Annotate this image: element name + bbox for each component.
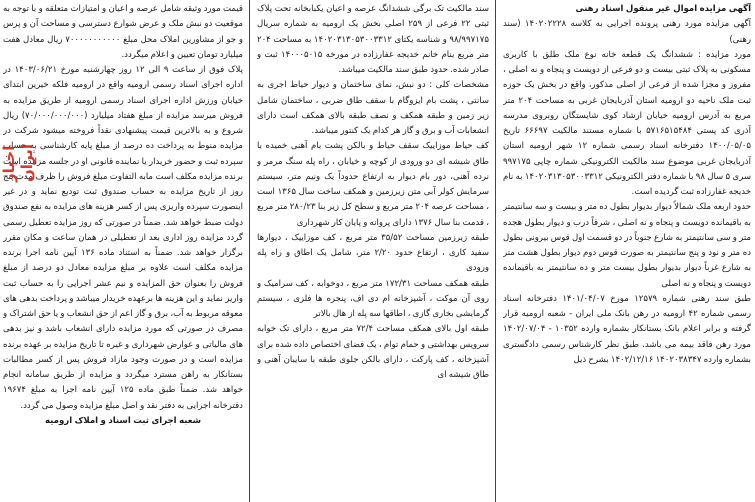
mortgage-details: طبق سند رهنی شماره ۱۲۵۷۹ مورخ ۱۴۰۱/۰۴/۰۷ دفترخانه اسناد رسمی شماره ۴۲ ارومیه در رهن بانک ملی ایران - شعبه ارومیه قرار گرفته و برابر اعلام بانک بستانکار بشماره وارده ۱۰۳۵۲ - ۱۴۰۲/۰۷/۰۴ مورد رهن فاقد بیمه می باشد. طبق نظر کارشناس رسمی دادگستری بشماره وارده ۱۴۰۲۰۳۸۳۴۷ ۱۴۰۲/۱۲/۱۶ بشرح ذیل [503, 293, 751, 365]
deed-details: سند مالکیت تک برگی ششدانگ عرصه و اعیان یکبابخانه تحت پلاک ثبتی ۲۲ فرعی از ۲۵۹ اصلی بخش یک ارومیه به شماره سریال ۹۸/۹۹۷۱۷۵ و شناسه یکتای ۱۴۰۲۰۳۱۳۰۵۳۰۰۳۳۱۲ به مساحت ۲۰۴ متر مربع بنام خانم خدیجه غفارزاده در مورخه ۱۴۰۰۰۵۰۱۵ ثبت و صادر شده. حدود طبق سند مالکیت میباشد. [257, 4, 489, 75]
ground-floor: طبقه همکف مساحت ۱۷۲/۳۱ متر مربع ، دوخوابه ، کف سرامیک و روی آن موکت ، آشپزخانه ام دی اف، پنجره ها فلزی ، سیستم گرمایشی بخاری گازی ، اطاقها سه پله از هال بالاتر [257, 278, 489, 319]
column-divider [495, 0, 496, 502]
notice-column-middle [257, 2, 489, 498]
appraised-value: قیمت مورد وثیقه شامل عرصه و اعیان و امتیازات متعلقه و با توجه به موقعیت دو نبش ملک و عرض شوارع دسترسی و مساحت آن و پرس و جو از مشاورین املاک محل مبلغ ۷۰۰۰۰۰۰۰۰۰۰۰ ریال معادل هفت میلیارد تومان تعیین و اعلام میگردد. [3, 4, 243, 60]
notice-title: آگهی مزایده اموال غیر منقول اسناد رهنی [575, 4, 751, 14]
general-specs: مشخصات کلی : دو نبش، نمای ساختمان و دیوار حیاط اجری به سانتی ، پشت بام ایزوگام با سقف طاق ضربی ، ساختمان شامل زیر زمین و طبقه همکف و نصف طبقه بالای همکف است دارای انشعابات آب و برق و گاز هر کدام یک کنتور میباشد. [257, 80, 489, 136]
first-floor: طبقه اول بالای همکف مساحت ۷۲/۴ متر مربع ، دارای تک خوابه سرویس بهداشتی و حمام توام ، یک فضای اختصاص داده شده برای آشپزخانه ، کف پارکت ، دارای بالکن جلوی طبقه با سایبان آهنی و طاق شیشه ای [257, 324, 489, 380]
watermark-logo: اخبار ایران [0, 143, 36, 182]
notice-column-left [3, 2, 243, 498]
yard-and-building: کف حیاط موزاییک سقف حیاط و بالکن پشت بام آهنی خمیده با طاق شیشه ای دو ورودی از کوچه و خیابان ، راه پله سنگ مرمر و نرده آهنی، دور بام دیوار به ارتفاع حدوداً یک ونیم متر، سیستم سرمایش کولر آبی متن زیرزمین و همکف ساخت سال ۱۳۶۵ است ، مساحت عرصه ۲۰۴ متر مربع و سطح کل زیر بنا ۲۸۰/۲۳ متر مربع ، قدمت بنا سال ۱۳۷۶ دارای پروانه و پایان کار شهرداری [257, 141, 489, 228]
property-description: مورد مزایده : ششدانگ یک قطعه خانه نوع ملک طلق با کاربری مسکونی به پلاک ثبتی بیست و دو فرعی از دویست و پنجاه و نه اصلی ، مفروز و مجزا شده از فرعی از اصلی مذکور، واقع در بخش یک حوزه ثبت ملک ناحیه دو ارومیه استان آذربایجان غربی به مساحت ۲۰۴ متر مربع به آدرس ارومیه خیابان ارشاد کوی شایستگان روبروی مدرسه آذری کد پستی ۵۷۱۶۵۱۵۴۸۴ با شماره مستند مالکیت ۶۶۶۹۷ تاریخ ۱۴۰۰/۰۵/۰۵ دفترخانه اسناد رسمی شماره ۱۲ شهر ارومیه استان آذربایجان غربی موضوع سند مالکیت الکترونیکی شماره چاپی ۹۹۷۱۷۵ سری ۵ سال ۹۸ با شماره دفتر الکترونیکی ۱۴۰۲۰۳۱۳۰۵۳۰۰۳۳۱۲ به نام خدیجه غفارزاده ثبت گردیده است. [503, 49, 751, 197]
auction-terms: پلاک فوق از ساعت ۹ الی ۱۲ روز چهارشنبه مورخ ۱۴۰۳/۰۶/۲۱ در اداره اجرای اسناد رسمی ارومیه واقع در ارومیه فلکه خیرین ابتدای خیابان ورزش اداره اجرای اسناد رسمی ارومیه از طریق مزایده به فروش میرسد مزایده از مبلغ هفتاد میلیارد (۷۰/۰۰۰/۰۰۰/۰۰۰) ریال شروع و به بالاترین قیمت پیشنهادی نقداً فروخته میشود شرکت در مزایده منوط به پرداخت ده درصد از مبلغ پایه کارشناسی به حساب سپرده ثبت و حضور خریدار یا نماینده قانونی او در جلسه مزایده است برنده مزایده مکلف است مابه التفاوت مبلغ فروش را ظرف مدت پنج روز از تاریخ مزایده به حساب صندوق ثبت تودیع نماید و در غیر اینصورت سپرده واریزی پس از کسر هزینه های مزایده به نفع صندوق دولت ضبط خواهد شد. ضمناً در صورتی که روز مزایده تعطیل رسمی گردد مزایده روز اداری بعد از تعطیلی در همان ساعت و مکان مقرر برگزار خواهد شد. ضمناً به استناد ماده ۱۳۶ آیین نامه اجرا برنده مزایده مکلف است علاوه بر مبلغ مزایده معادل دو درصد از مبلغ فروش را بعنوان حق المزایده و نیم عشر اجرایی را به حساب ثبت واریز نماید و این هزینه ها برعهده خریدار میباشد و پرداخت بدهی های معوقه مربوط به آب، برق و گاز اعم از حق انشعاب و یا حق اشتراک و مصرف در صورتی که مورد مزایده دارای انشعاب باشد و نیز بدهی های مالیاتی و عوارض شهرداری و غیره تا تاریخ مزایده بر عهده برنده مزایده است و در صورت وجود مازاد فروش پس از کسر مطالبات بستانکار به راهن مسترد میگردد و مزایده از طریق سامانه انجام خواهد شد. ضمناً طبق ماده ۱۲۵ آیین نامه اجرا به مبلغ ۱۹۶۷۴ دفترخانه اجرایی به دفتر نقد و اصل مبلغ مزایده وصول می گردد. [3, 65, 243, 411]
notice-column-right [503, 2, 751, 498]
property-boundaries: حدود اربعه ملک شمالاً دیوار بدیوار بطول ده متر و بیست و سه سانتیمتر به باقیمانده دویست و پنجاه و نه اصلی ، شرقاً درب و دیوار بطول هجده متر و سی سانتیمتر به شارع جنوباً در دو قسمت اول قوس بیرونی بطول ده متر و نود و پنج سانتیمتر به صورت قوس دوم دیوار بطول هشت متر به شارع غرباً دیوار بدیوار بطول بیست متر و ده سانتیمتر به باقیمانده دویست و پنجاه و نه اصلی [503, 202, 751, 289]
basement-floor: طبقه زیرزمین مساحت ۳۵/۵۲ متر مربع ، کف موزاییک ، دیوارها سفید کاری ، ارتفاع حدود ۲/۲۰ متر، شامل یک اطاق و راه پله ورودی [257, 232, 489, 274]
issuer-signature: شعبه اجرای ثبت اسناد و املاک ارومیه [45, 415, 201, 426]
case-reference: آگهی مزایده مورد رهنی پرونده اجرایی به کلاسه ۱۴۰۲۰۲۲۲۸ (سند رهنی) [503, 19, 751, 45]
column-divider [249, 0, 250, 502]
